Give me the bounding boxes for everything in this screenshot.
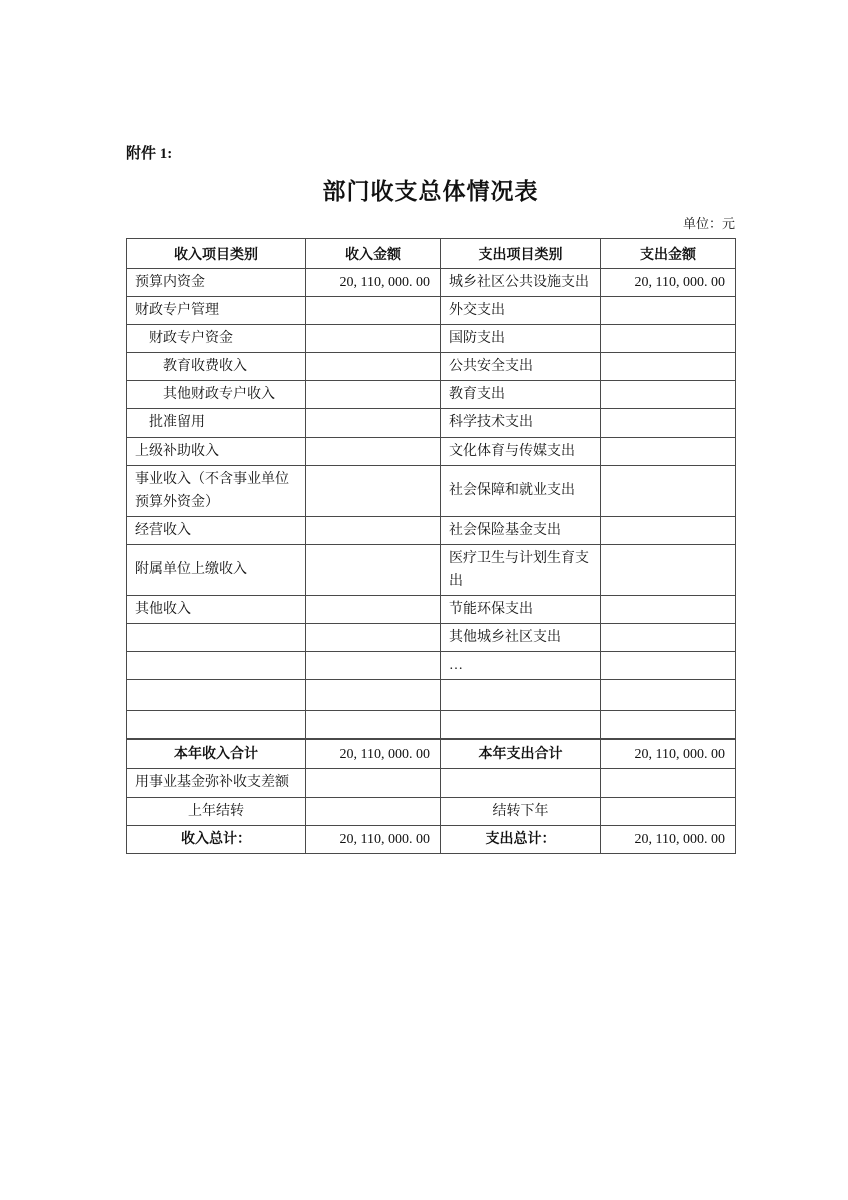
header-income-category: 收入项目类别 [127,239,306,269]
table-row [127,596,736,624]
income-item-cell: 用事业基金弥补收支差额 [127,769,306,797]
income-amount-cell [306,465,441,516]
table-row [127,797,736,825]
expense-item-cell: 文化体育与传媒支出 [441,437,601,465]
header-expense-category: 支出项目类别 [441,239,601,269]
income-item-cell: 教育收费收入 [127,353,306,381]
expense-amount-cell: 20, 110, 000. 00 [601,739,736,769]
expense-amount-cell [601,544,736,595]
expense-item-cell: 外交支出 [441,297,601,325]
document-content [126,145,735,854]
attachment-label: 附件 1: [126,146,173,162]
expense-item-cell [441,680,601,711]
income-item-cell: 收入总计： [127,825,306,853]
table-row [127,465,736,516]
income-amount-cell [306,437,441,465]
table-body [127,269,736,854]
income-item-cell: 批准留用 [127,409,306,437]
table-row [127,516,736,544]
income-amount-cell [306,711,441,739]
income-amount-cell [306,297,441,325]
expense-item-cell: 支出总计： [441,825,601,853]
income-amount-cell [306,769,441,797]
income-amount-cell [306,596,441,624]
table-row [127,353,736,381]
expense-amount-cell: 20, 110, 000. 00 [601,269,736,297]
expense-item-cell: 本年支出合计 [441,739,601,769]
expense-amount-cell [601,596,736,624]
expense-item-cell: 公共安全支出 [441,353,601,381]
table-row [127,409,736,437]
income-amount-cell [306,381,441,409]
income-amount-cell [306,652,441,680]
expense-item-cell [441,711,601,739]
expense-amount-cell [601,381,736,409]
income-item-cell [127,711,306,739]
expense-item-cell: 国防支出 [441,325,601,353]
income-amount-cell: 20, 110, 000. 00 [306,739,441,769]
expense-item-cell: 城乡社区公共设施支出 [441,269,601,297]
expense-amount-cell [601,624,736,652]
table-row [127,624,736,652]
expense-item-cell: 科学技术支出 [441,409,601,437]
table-row [127,437,736,465]
header-expense-amount: 支出金额 [601,239,736,269]
expense-item-cell: 医疗卫生与计划生育支出 [441,544,601,595]
income-amount-cell [306,624,441,652]
expense-item-cell: … [441,652,601,680]
expense-amount-cell: 20, 110, 000. 00 [601,825,736,853]
income-item-cell: 预算内资金 [127,269,306,297]
income-item-cell: 其他财政专户收入 [127,381,306,409]
expense-amount-cell [601,680,736,711]
table-row [127,325,736,353]
expense-item-cell [441,769,601,797]
expense-amount-cell [601,797,736,825]
table-row [127,381,736,409]
income-amount-cell: 20, 110, 000. 00 [306,825,441,853]
expense-item-cell: 结转下年 [441,797,601,825]
income-item-cell: 经营收入 [127,516,306,544]
income-item-cell: 财政专户资金 [127,325,306,353]
income-item-cell: 财政专户管理 [127,297,306,325]
income-item-cell [127,624,306,652]
income-amount-cell [306,409,441,437]
expense-item-cell: 社会保险基金支出 [441,516,601,544]
income-amount-cell: 20, 110, 000. 00 [306,269,441,297]
expense-item-cell: 社会保障和就业支出 [441,465,601,516]
income-item-cell [127,652,306,680]
income-item-cell: 上年结转 [127,797,306,825]
income-item-cell: 其他收入 [127,596,306,624]
income-amount-cell [306,325,441,353]
expense-amount-cell [601,516,736,544]
expense-amount-cell [601,297,736,325]
table-row [127,269,736,297]
expense-item-cell: 其他城乡社区支出 [441,624,601,652]
expense-amount-cell [601,325,736,353]
income-amount-cell [306,797,441,825]
table-row [127,825,736,853]
expense-item-cell: 节能环保支出 [441,596,601,624]
table-row [127,739,736,769]
expense-item-cell: 教育支出 [441,381,601,409]
expense-amount-cell [601,437,736,465]
table-header-row [127,239,736,269]
income-item-cell: 事业收入（不含事业单位预算外资金） [127,465,306,516]
table-row [127,680,736,711]
table-row [127,711,736,739]
income-amount-cell [306,516,441,544]
expense-amount-cell [601,652,736,680]
budget-table [126,238,736,854]
page-title: 部门收支总体情况表 [322,179,539,204]
income-item-cell: 本年收入合计 [127,739,306,769]
table-row [127,769,736,797]
income-item-cell: 附属单位上缴收入 [127,544,306,595]
unit-label: 单位：元 [682,216,735,231]
expense-amount-cell [601,353,736,381]
table-row [127,297,736,325]
income-item-cell: 上级补助收入 [127,437,306,465]
header-income-amount: 收入金额 [306,239,441,269]
income-amount-cell [306,353,441,381]
expense-amount-cell [601,465,736,516]
income-amount-cell [306,680,441,711]
expense-amount-cell [601,769,736,797]
expense-amount-cell [601,409,736,437]
income-item-cell [127,680,306,711]
table-row [127,544,736,595]
expense-amount-cell [601,711,736,739]
table-row [127,652,736,680]
income-amount-cell [306,544,441,595]
